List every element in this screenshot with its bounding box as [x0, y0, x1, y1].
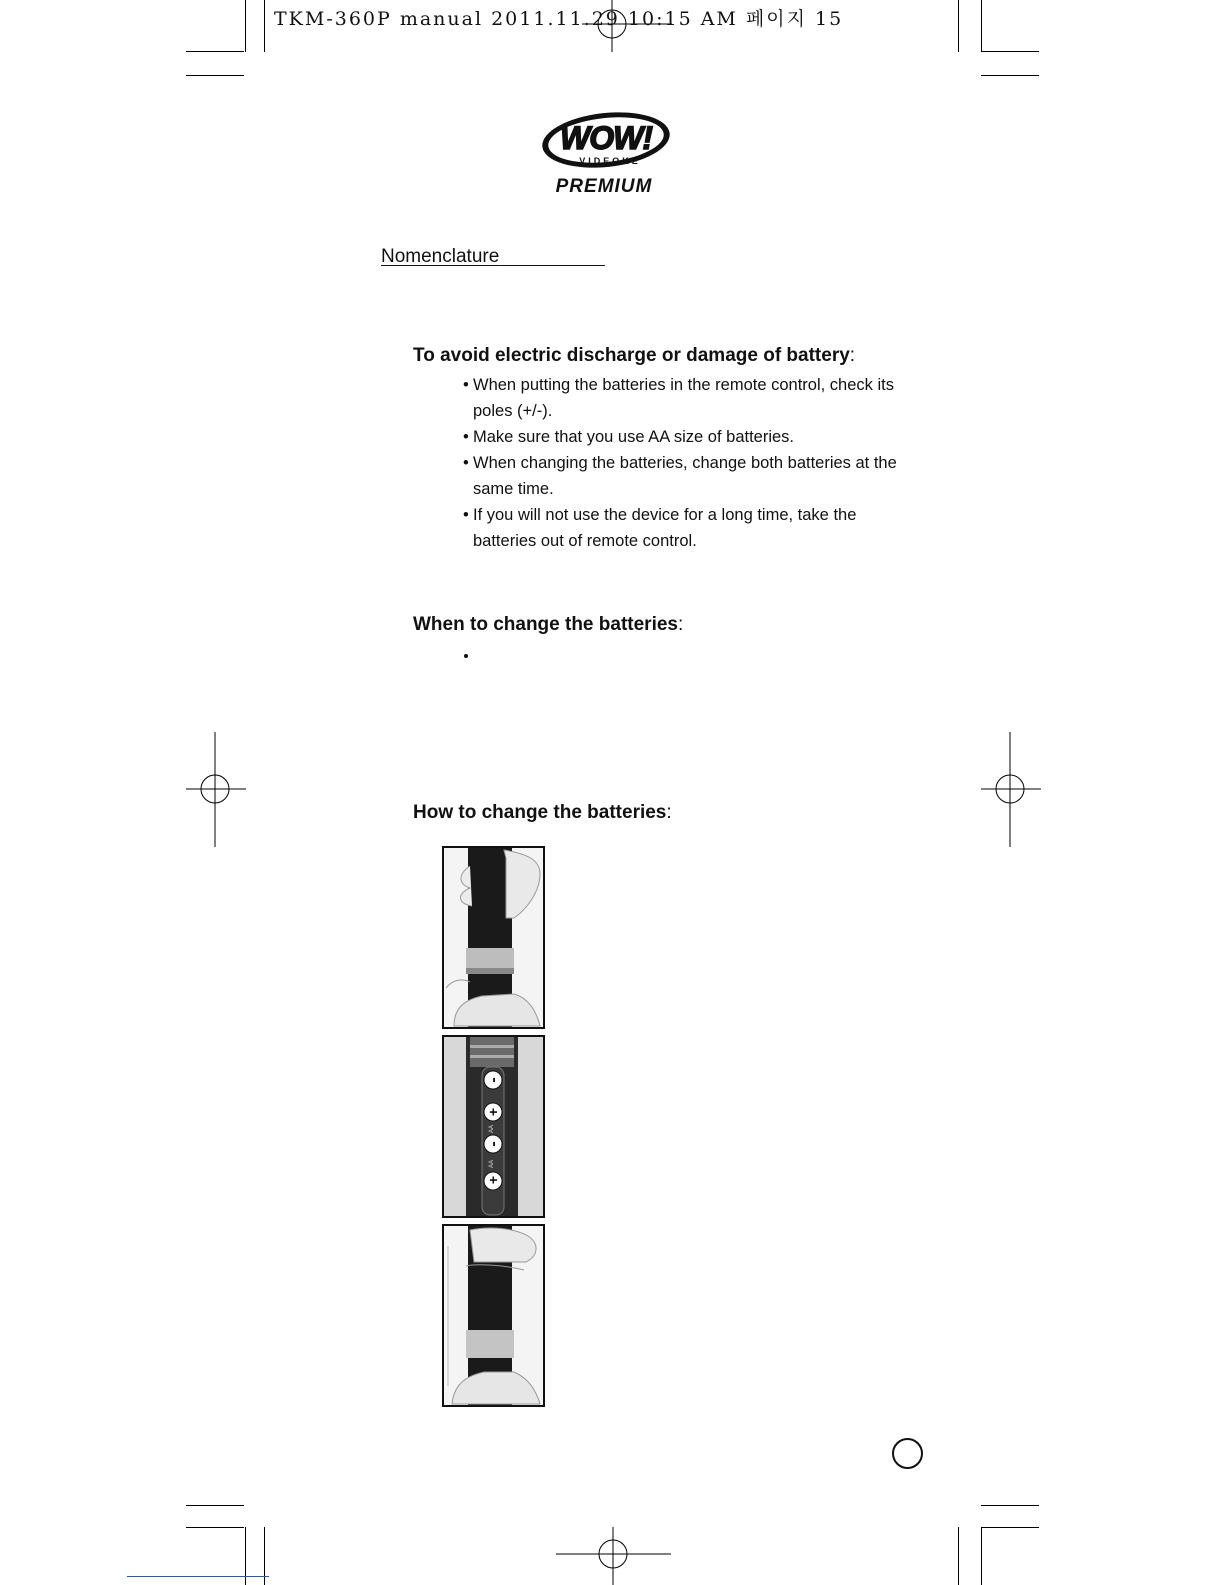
hands-gripping-mic-icon [444, 848, 543, 1027]
logo-tag-text: PREMIUM [555, 176, 653, 197]
battery-cell-label: AA [489, 1124, 495, 1134]
how-to-change-heading [413, 802, 672, 824]
title-underline-extension [499, 246, 605, 267]
crop-mark [981, 1527, 982, 1585]
battery-safety-heading-text: To avoid electric discharge or damage of battery [413, 345, 850, 366]
hands-closing-mic-icon [444, 1226, 543, 1405]
how-to-change-heading-text: How to change the batteries [413, 802, 667, 823]
list-item: • When changing the batteries, change both batteries at the same time. [463, 450, 923, 502]
plus-icon: + [485, 1175, 501, 1185]
battery-safety-list [463, 372, 923, 554]
battery-cell-label: AA [489, 1159, 495, 1169]
step-photo-open [442, 846, 545, 1029]
registration-mark-left [186, 732, 246, 847]
when-to-change-heading-text: When to change the batteries [413, 614, 678, 635]
crop-mark [186, 75, 244, 76]
crop-mark [245, 0, 246, 52]
step-photo-close [442, 1224, 545, 1407]
wow-videoke-logo [538, 104, 678, 200]
crop-mark [958, 0, 959, 52]
section-title [381, 246, 605, 268]
battery-safety-heading [413, 345, 855, 367]
step-photo-battery [442, 1035, 545, 1218]
crop-mark [958, 1527, 959, 1585]
minus-icon: - [485, 1141, 502, 1147]
list-item: • Make sure that you use AA size of batteries. [463, 424, 923, 450]
logo-sub-text: VIDEOKE [579, 156, 641, 166]
when-to-change-heading [413, 614, 683, 636]
logo-icon [538, 104, 678, 200]
registration-mark-right [981, 732, 1041, 847]
section-title-text: Nomenclature [381, 246, 500, 267]
empty-bullet [464, 654, 468, 658]
crop-mark [264, 0, 265, 52]
crop-mark [186, 1527, 244, 1528]
crop-mark [981, 1527, 1039, 1528]
print-header: TKM-360P manual 2011.11.29 10:15 AM 페이지 15 [274, 8, 844, 30]
crop-mark [981, 51, 1039, 52]
battery-compartment-icon [444, 1037, 543, 1216]
heading-colon: : [666, 802, 672, 823]
registration-mark-bottom [556, 1527, 671, 1585]
plus-icon: + [485, 1107, 501, 1117]
crop-mark [186, 1505, 244, 1506]
page-number-circle [892, 1438, 923, 1469]
list-item: • If you will not use the device for a long time, take the batteries out of remote control. [463, 502, 923, 554]
crop-mark [186, 51, 244, 52]
minus-icon: - [485, 1077, 502, 1083]
footer-link-line [127, 1576, 269, 1577]
crop-mark [981, 1505, 1039, 1506]
logo-main-text: WOW! [560, 120, 652, 156]
crop-mark [981, 75, 1039, 76]
list-item: • When putting the batteries in the remote control, check its poles (+/-). [463, 372, 923, 424]
heading-colon: : [677, 614, 684, 635]
crop-mark [981, 0, 982, 52]
heading-colon: : [849, 345, 856, 366]
